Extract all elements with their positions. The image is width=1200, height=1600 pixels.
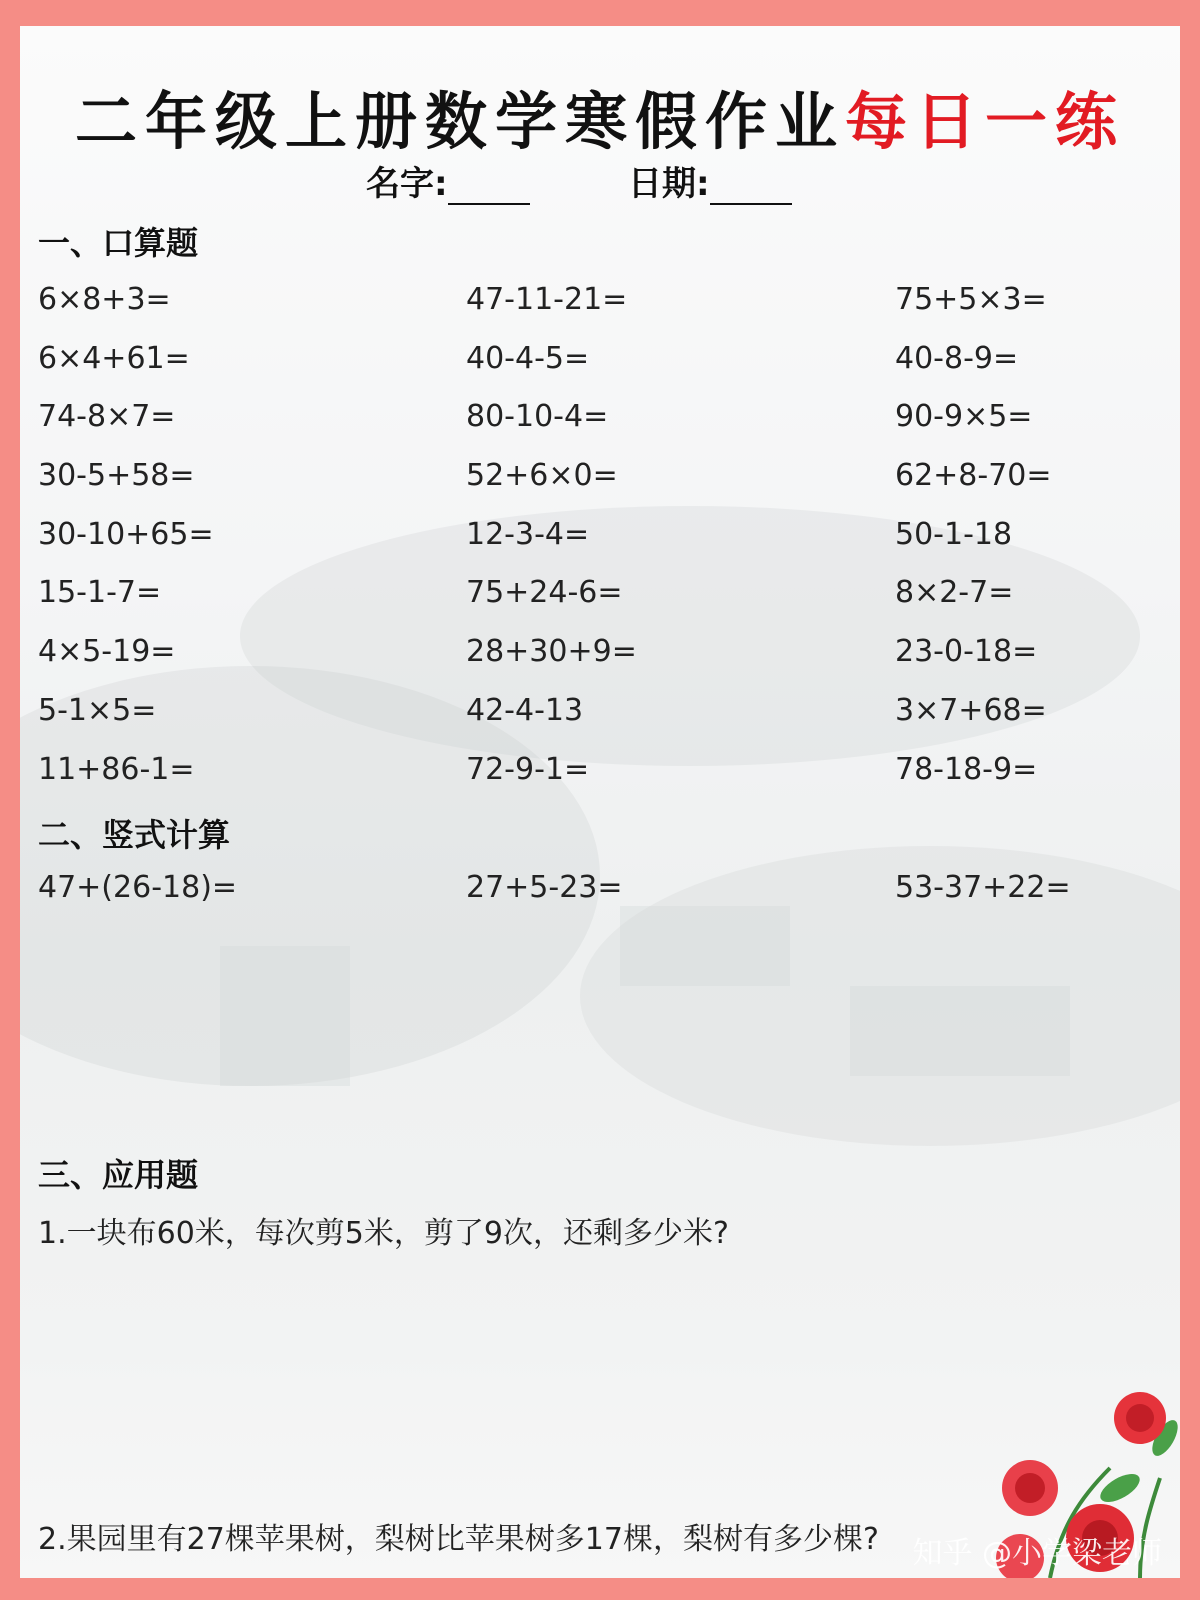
mental-math-item: 42-4-13 [466,692,584,728]
title-accent: 每日一练 [845,85,1126,158]
mental-math-item: 40-8-9= [895,340,1019,376]
mental-math-item: 28+30+9= [466,634,637,670]
mental-math-row [38,573,1158,632]
background-house [850,986,1070,1076]
mental-math-item: 75+5×3= [895,282,1047,317]
mental-math-item: 11+86-1= [38,751,195,787]
mental-math-row [38,515,1158,574]
background-house [220,946,350,1086]
mental-math-row [38,750,1158,809]
mental-math-item: 30-10+65= [38,516,214,552]
mental-math-row [38,280,1158,339]
page-title [20,72,1180,161]
title-main: 二年级上册数学寒假作业 [74,85,845,158]
name-label: 名字: [366,164,448,204]
mental-math-item: 90-9×5= [895,399,1033,435]
mental-math-item: 78-18-9= [895,751,1038,787]
name-field[interactable] [366,156,530,205]
mental-math-item: 80-10-4= [466,399,609,435]
mental-math-item: 47-11-21= [466,282,628,317]
mental-math-item: 8×2-7= [895,575,1014,611]
mental-math-item: 5-1×5= [38,692,157,728]
watermark-text: 知乎 @小学梁老师 [912,1536,1162,1571]
word-problem-1: 1.一块布60米，每次剪5米，剪了9次，还剩多少米? [38,1216,729,1251]
section-title-mental-math: 一、口算题 [38,224,199,262]
worksheet-page [20,26,1180,1578]
word-problem-2: 2.果园里有27棵苹果树，梨树比苹果树多17棵，梨树有多少棵? [38,1522,879,1557]
mental-math-row [38,632,1158,691]
mental-math-item: 3×7+68= [895,692,1047,728]
section-title-word-problems: 三、应用题 [38,1156,199,1194]
mental-math-item: 30-5+58= [38,458,195,494]
mental-math-item: 72-9-1= [466,751,590,787]
mental-math-item: 50-1-18 [895,516,1013,552]
mental-math-item: 12-3-4= [466,516,590,552]
vertical-calc-item: 53-37+22= [895,870,1071,905]
section-title-vertical-calc: 二、竖式计算 [38,816,231,854]
mental-math-item: 6×4+61= [38,340,190,376]
mental-math-item: 15-1-7= [38,575,162,611]
mental-math-item: 40-4-5= [466,340,590,376]
vertical-calc-item: 47+(26-18)= [38,870,238,905]
date-label: 日期: [628,164,710,204]
mental-math-item: 74-8×7= [38,399,176,435]
name-blank[interactable] [448,173,530,205]
mental-math-item: 62+8-70= [895,458,1052,494]
background-house [620,906,790,986]
mental-math-row [38,339,1158,398]
mental-math-row [38,456,1158,515]
mental-math-item: 75+24-6= [466,575,623,611]
mental-math-item: 52+6×0= [466,458,618,494]
mental-math-row [38,397,1158,456]
mental-math-row [38,691,1158,750]
date-blank[interactable] [710,173,792,205]
mental-math-item: 6×8+3= [38,282,171,317]
date-field[interactable] [628,156,792,205]
mental-math-grid [38,280,1158,808]
vertical-calc-row [38,868,1158,908]
mental-math-item: 4×5-19= [38,634,176,670]
vertical-calc-item: 27+5-23= [466,870,623,905]
mental-math-item: 23-0-18= [895,634,1038,670]
